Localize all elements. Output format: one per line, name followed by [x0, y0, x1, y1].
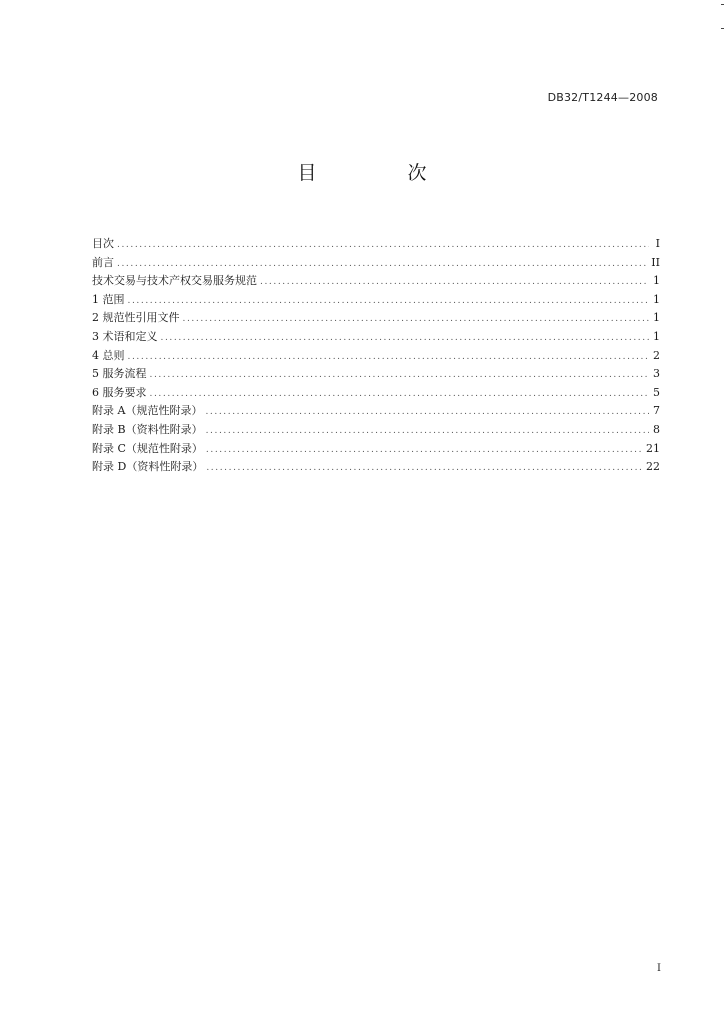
toc-entry-label: 1 范围: [92, 292, 125, 306]
toc-entry[interactable]: [92, 347, 660, 366]
toc-entry-page: 3: [653, 367, 660, 381]
toc-entry-page: 22: [646, 460, 660, 474]
toc-leader-dots: [206, 441, 643, 460]
toc-entry-label: 附录 D（资料性附录）: [92, 460, 204, 474]
toc-entry-page: 21: [646, 441, 660, 455]
toc-leader-dots: [205, 403, 649, 422]
toc-entry-label: 附录 A（规范性附录）: [92, 404, 203, 418]
toc-entry-label: 技术交易与技术产权交易服务规范: [92, 274, 257, 288]
toc-entry-page: 1: [653, 329, 660, 343]
toc-entry[interactable]: [92, 291, 660, 310]
toc-entry-page: 1: [653, 292, 660, 306]
toc-leader-dots: [117, 236, 649, 255]
toc-leader-dots: [150, 366, 650, 385]
toc-entry[interactable]: [92, 272, 660, 291]
toc-leader-dots: [161, 329, 650, 348]
toc-entry[interactable]: [92, 365, 660, 384]
toc-entry[interactable]: [92, 440, 660, 459]
toc-leader-dots: [150, 385, 650, 404]
toc-entry-label: 4 总则: [92, 348, 125, 362]
toc-leader-dots: [183, 310, 650, 329]
toc-entry[interactable]: [92, 384, 660, 403]
page-number: I: [657, 963, 661, 974]
toc-entry[interactable]: [92, 421, 660, 440]
toc-entry-label: 目次: [92, 237, 114, 250]
toc-leader-dots: [117, 255, 648, 274]
toc-leader-dots: [260, 273, 649, 292]
document-code: DB32/T1244—2008: [547, 91, 658, 104]
toc-entry-page: 2: [653, 348, 660, 362]
toc-entry-label: 2 规范性引用文件: [92, 311, 180, 325]
toc-entry-label: 6 服务要求: [92, 385, 147, 399]
toc-entry[interactable]: [92, 328, 660, 347]
toc-leader-dots: [206, 422, 649, 441]
toc-leader-dots: [128, 348, 650, 367]
toc-leader-dots: [206, 459, 643, 478]
toc-entry-label: 前言: [92, 255, 114, 269]
toc-entry-label: 附录 C（规范性附录）: [92, 441, 203, 455]
toc-entry-page: 5: [653, 385, 660, 399]
toc-entry[interactable]: [92, 235, 660, 254]
toc-entry-page: 1: [653, 274, 660, 288]
toc-entry[interactable]: [92, 254, 660, 273]
toc-entry-label: 5 服务流程: [92, 367, 147, 381]
toc-entry-page: 8: [653, 422, 660, 436]
toc-entry-label: 3 术语和定义: [92, 329, 158, 343]
toc-entry[interactable]: [92, 309, 660, 328]
toc-entry[interactable]: [92, 458, 660, 477]
toc-entry-page: II: [651, 255, 660, 269]
page-title: 目 次: [297, 162, 463, 184]
toc-entry[interactable]: [92, 402, 660, 421]
toc-entry-page: I: [655, 237, 660, 250]
toc-entry-page: 7: [653, 404, 660, 418]
table-of-contents: [92, 235, 660, 477]
toc-entry-label: 附录 B（资料性附录）: [92, 422, 203, 436]
toc-entry-page: 1: [653, 311, 660, 325]
toc-leader-dots: [128, 292, 650, 311]
